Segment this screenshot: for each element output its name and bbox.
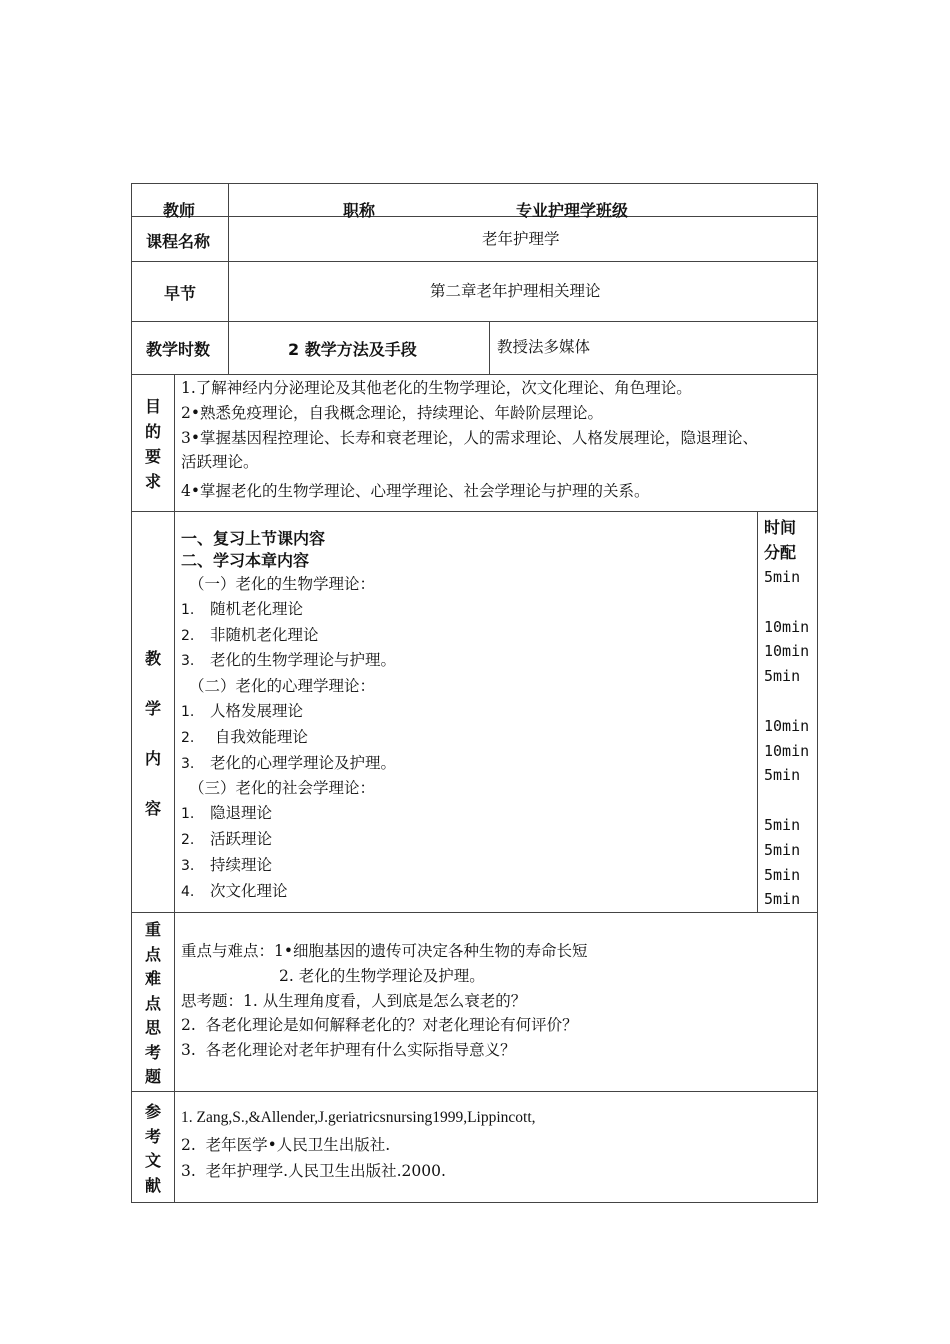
chapter-section: 二、学习本章内容 xyxy=(181,551,310,570)
hours-label: 教学时数 xyxy=(146,340,211,359)
list-item: 3. 老化的生物学理论与护理。 xyxy=(181,651,397,670)
content-body xyxy=(181,528,751,904)
time-value: 5min xyxy=(764,890,801,909)
references-list xyxy=(181,1105,811,1185)
time-allocation xyxy=(764,515,814,912)
list-item: 1. 人格发展理论 xyxy=(181,701,304,720)
course-label: 课程名称 xyxy=(146,232,211,251)
list-item: 2. 非随机老化理论 xyxy=(181,625,319,644)
time-value: 10min xyxy=(764,741,810,760)
list-item: 1. 隐退理论 xyxy=(181,804,273,823)
reference-item: 2. 老年医学•人民卫生出版社. xyxy=(181,1135,391,1154)
list-item: 2. 自我效能理论 xyxy=(181,727,308,746)
list-item: 4. 次文化理论 xyxy=(181,881,288,900)
key-point-line: 2. 老化的生物学理论及护理。 xyxy=(279,966,485,985)
teaching-method: 教授法多媒体 xyxy=(497,338,591,356)
allocation-label: 分配 xyxy=(764,543,797,562)
objectives-label: 目 的 要 求 xyxy=(144,397,161,491)
time-value: 5min xyxy=(764,865,801,884)
question-line: 3. 各老化理论对老年护理有什么实际指导意义？ xyxy=(181,1041,516,1060)
references-label: 参 考 文 献 xyxy=(144,1102,161,1195)
list-item: 3. 老化的心理学理论及护理。 xyxy=(181,753,397,772)
time-value: 5min xyxy=(764,815,801,834)
key-points-label: 重 点 难 点 思 考 题 xyxy=(144,920,161,1086)
list-item: 1. 随机老化理论 xyxy=(181,599,304,618)
reference-item: 1. Zang,S.,&Allender,J.geriatricsnursing1999,Lippincott, xyxy=(181,1109,536,1126)
title-label: 职称 xyxy=(343,201,376,220)
objective-line: 4•掌握老化的生物学理论、心理学理论、社会学理论与护理的关系。 xyxy=(181,482,650,501)
teacher-label: 教师 xyxy=(163,201,196,220)
objective-line: 1.了解神经内分泌理论及其他老化的生物学理论，次文化理论、角色理论。 xyxy=(181,379,692,397)
course-name: 老年护理学 xyxy=(482,230,560,248)
objective-line: 3•掌握基因程控理论、长寿和衰老理论，人的需求理论、人格发展理论，隐退理论、 xyxy=(181,428,759,447)
objective-line: 活跃理论。 xyxy=(181,453,259,472)
time-value xyxy=(764,788,814,813)
key-points-body xyxy=(181,939,811,1063)
time-value: 5min xyxy=(764,840,801,859)
question-line: 2. 各老化理论是如何解释老化的？对老化理论有何评价？ xyxy=(181,1016,578,1035)
time-label: 时间 xyxy=(764,518,797,537)
time-value xyxy=(764,590,814,615)
reference-item: 3. 老年护理学.人民卫生出版社.2000. xyxy=(181,1162,446,1180)
time-value: 5min xyxy=(764,568,801,586)
soc-theory-title: （三）老化的社会学理论： xyxy=(189,779,376,798)
question-line: 思考题：1. 从生理角度看，人到底是怎么衰老的？ xyxy=(181,991,527,1010)
hours-value: 2 教学方法及手段 xyxy=(288,340,417,359)
review-section: 一、复习上节课内容 xyxy=(181,529,326,548)
major-class-label: 专业护理学班级 xyxy=(516,201,629,220)
objectives-list xyxy=(181,376,811,504)
content-label: 教 学 内 容 xyxy=(144,649,161,818)
bio-theory-title: （一）老化的生物学理论： xyxy=(189,575,376,593)
chapter-title: 第二章老年护理相关理论 xyxy=(430,282,601,300)
list-item: 2. 活跃理论 xyxy=(181,829,273,848)
time-value: 10min xyxy=(764,716,810,735)
time-value xyxy=(764,689,814,714)
time-value: 10min xyxy=(764,642,810,661)
time-value: 5min xyxy=(764,667,801,686)
time-value: 5min xyxy=(764,766,801,785)
time-value: 10min xyxy=(764,617,810,636)
chapter-label: 早节 xyxy=(164,284,197,303)
psy-theory-title: （二）老化的心理学理论： xyxy=(189,677,376,696)
list-item: 3. 持续理论 xyxy=(181,855,273,874)
objective-line: 2•熟悉免疫理论，自我概念理论，持续理论、年龄阶层理论。 xyxy=(181,403,604,422)
key-point-line: 重点与难点：1•细胞基因的遗传可决定各种生物的寿命长短 xyxy=(181,942,588,960)
